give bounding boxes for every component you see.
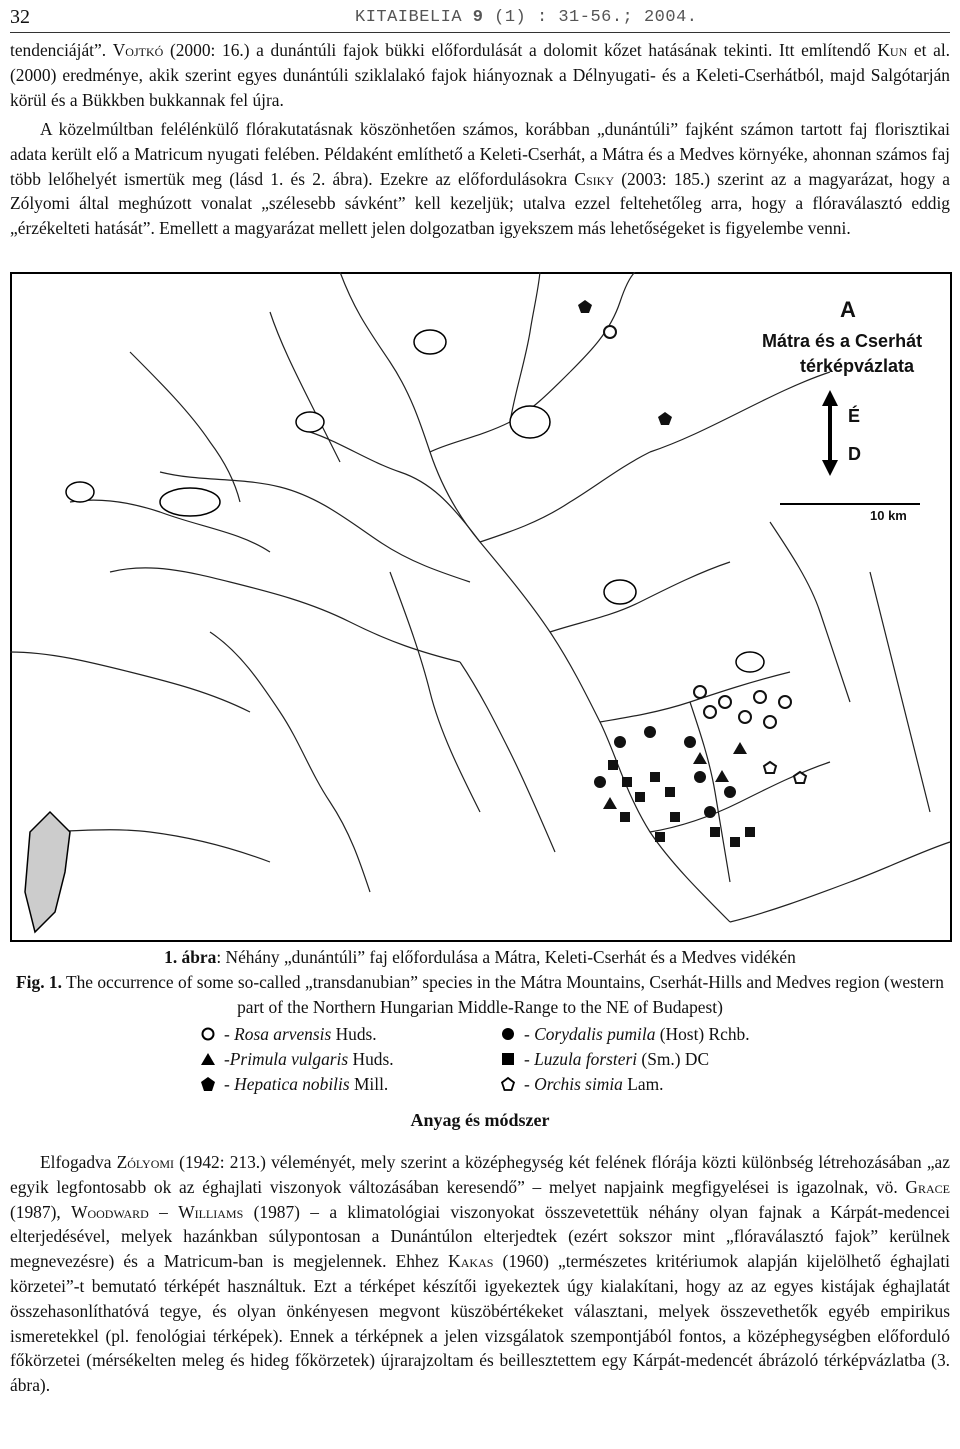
map-letter: A [840, 297, 856, 322]
marker-square [670, 812, 680, 822]
running-header [10, 6, 950, 32]
hepatica-markers [578, 300, 672, 425]
legend-sep: - [224, 1074, 235, 1094]
text-run: (2000: 16.) a dunántúli fajok bükki előfordulását a dolomit kőzet hatásának tekinti. Itt említendő [163, 40, 878, 60]
marker-square [635, 792, 645, 802]
legend-species: Rosa arvensis [234, 1024, 332, 1044]
legend-author: Huds. [331, 1024, 377, 1044]
marker-square [620, 812, 630, 822]
marker-triangle [733, 742, 747, 754]
marker-triangle [693, 752, 707, 764]
legend-author: Huds. [348, 1049, 394, 1069]
town-outline [414, 330, 446, 354]
marker-square [665, 787, 675, 797]
marker-filled-circle [594, 776, 606, 788]
figure-label-hu: 1. ábra [164, 947, 217, 967]
map-title-line1: Mátra és a Cserhát [762, 331, 923, 351]
town-outline [510, 406, 550, 438]
city-area [25, 812, 70, 932]
marker-square [650, 772, 660, 782]
map-svg [10, 272, 952, 942]
legend-author: (Host) Rchb. [655, 1024, 750, 1044]
marker-filled-circle [684, 736, 696, 748]
south-label: D [848, 444, 861, 464]
intro-paragraph-1 [10, 38, 950, 112]
marker-open-circle [719, 696, 731, 708]
text-run: (1960) „természetes kritériumok alapján kijelölhető éghajlati körzetei”-t bemutató térképét használtuk. Ezt a térképet készítői igyekeztek úgy kialakítani, hogy az az egyes kistájak éghajlatát összehasonlíthatóvá tegye, és olyan önkényesen megvont küszöbértékeket választani, melyek összevethetők egyéb empirikus ismeretekkel (pl. fenológiai térképek). Ennek a térképnek a jelen vizsgálatok szempontjából fontos, a középhegységben előforduló főkörzetei (mérsékelten meleg és hideg főkörzetek) újrarajzoltam és beillesztettem egy Kárpát-medencét ábrázoló térképvázlatba (3. ábra). [10, 1251, 950, 1396]
marker-filled-circle [724, 786, 736, 798]
legend-sep: - [524, 1049, 535, 1069]
author-name: Zólyomi [116, 1152, 175, 1172]
occurrence-markers [578, 300, 806, 847]
text-run: Elfogadva [40, 1152, 117, 1172]
legend-sep: - [524, 1024, 535, 1044]
journal-citation [355, 8, 697, 27]
marker-filled-pentagon [658, 412, 672, 425]
corydalis-markers [594, 726, 736, 818]
marker-open-pentagon [764, 762, 776, 773]
caption-term: transdanubian [312, 972, 411, 992]
distribution-map [10, 272, 952, 942]
open-circle-icon [200, 1026, 216, 1042]
legend-item-orchis [500, 1072, 663, 1097]
marker-square [655, 832, 665, 842]
filled-triangle-icon [200, 1051, 216, 1067]
text-run: A közelmúltban felélénkülő flórakutatásnak köszönhetően számos, korábban „dunántúli” fajként számon tartott faj florisztikai adata került elő a Matricum nyugati felében. Példaként említhető a Keleti-Cserhát, a Mátra és a Medves környéke, ahonnan számos faj több lelőhelyét ismertük meg (lásd 1. és 2. ábra). Ezekre az előfordulásokra [10, 119, 950, 189]
caption-text: The occurrence of some so-called „ [61, 972, 313, 992]
marker-square [710, 827, 720, 837]
text-run: – [148, 1201, 179, 1222]
legend-species: Orchis simia [534, 1074, 623, 1094]
caption-text: : Néhány „dunántúli” faj előfordulása a Mátra, Keleti-Cserhát és a Medves vidékén [216, 947, 796, 967]
marker-open-circle [779, 696, 791, 708]
legend-item-rosa [200, 1022, 377, 1047]
figure-label-en: Fig. 1. [16, 972, 62, 992]
author-name: Kun [877, 40, 908, 60]
marker-filled-circle [644, 726, 656, 738]
town-outline [160, 488, 220, 516]
legend-author: Lam. [622, 1074, 664, 1094]
journal-issue-pages: (1) : 31-56.; 2004. [494, 8, 698, 27]
marker-open-circle [694, 686, 706, 698]
journal-volume: 9 [472, 8, 484, 27]
page-number: 32 [10, 6, 30, 28]
town-outlines [66, 330, 764, 672]
legend-species: Hepatica nobilis [234, 1074, 350, 1094]
author-name: Vojtkó [112, 40, 164, 60]
legend-item-primula [200, 1047, 394, 1072]
marker-filled-circle [614, 736, 626, 748]
figure-caption-hu [10, 945, 950, 970]
marker-filled-circle [694, 771, 706, 783]
text-run: et al. (2000) eredménye, akik szerint egyes dunántúli sziklalakó fajok hiányoznak a Délnyugati- és a Keleti-Cserhátból, majd Salgótarján körül és a Bükkben bukkannak fel újra. [10, 40, 950, 110]
marker-open-circle [764, 716, 776, 728]
legend-author: Mill. [349, 1074, 389, 1094]
header-rule [10, 32, 950, 33]
north-label: É [848, 406, 861, 426]
compass-arrow-icon [822, 390, 838, 476]
marker-filled-circle [704, 806, 716, 818]
text-run: tendenciáját”. [10, 40, 113, 60]
marker-open-circle [704, 706, 716, 718]
caption-text: ” species in the Mátra Mountains, Cserhát-Hills and Medves region (western part of the Northern Hungarian Middle-Range to the NE of Budapest) [237, 972, 944, 1017]
luzula-markers [608, 760, 755, 847]
journal-name: KITAIBELIA [355, 8, 463, 27]
marker-triangle [715, 770, 729, 782]
marker-square [730, 837, 740, 847]
author-name: Woodward [71, 1201, 149, 1222]
legend-item-corydalis [500, 1022, 750, 1047]
marker-square [608, 760, 618, 770]
marker-open-circle [754, 691, 766, 703]
text-run: (1987) – a klimatológiai viszonyokat összevetettük néhány olyan fajnak a Kárpát-medencei elterjedésével, melyek hazánkban súlypontosan a Dunántúlon elterjedtek (ezért sokszor mint „flóraválasztó fajok” kerülnek megnevezésre) és a Matricum-ban is megjelennek. Ehhez [10, 1201, 951, 1272]
author-name: Csiky [574, 168, 614, 189]
map-title-line2: térképvázlata [800, 356, 915, 376]
text-run: (2003: 185.) szerint az a magyarázat, hogy a Zólyomi által meghúzott vonalat „szélesebb sávként” kell kezeljük; utalva ezzel feltehetőleg arra, hogy a flóraválasztó eddig „érzékelteti hatását”. Emellett a magyarázat mellett jelen dolgozatban igyekszem más lehetőségeket is figyelembe venni. [10, 168, 950, 239]
filled-pentagon-icon [200, 1076, 216, 1092]
intro-paragraph-2 [10, 117, 950, 241]
open-pentagon-icon [500, 1076, 516, 1092]
text-run: (1942: 213.) véleményét, mely szerint a középhegység két felének flórája közti különbség létrehozásában „az egyik legfontosabb ok az éghajlati viszonyok változásában keresendő” – melyet napjaink megfigyelései is igazolnak, vö. [10, 1152, 950, 1197]
legend-species: Luzula forsteri [534, 1049, 638, 1069]
author-name: Kakas [448, 1251, 494, 1272]
rosa-markers [604, 326, 791, 728]
legend-species: Primula vulgaris [229, 1049, 349, 1069]
text-run: (1987), [10, 1201, 72, 1222]
filled-square-icon [500, 1051, 516, 1067]
town-outline [66, 482, 94, 502]
marker-triangle [603, 797, 617, 809]
legend-sep: - [524, 1074, 535, 1094]
figure-caption-en [10, 970, 950, 1019]
marker-open-circle [604, 326, 616, 338]
town-outline [736, 652, 764, 672]
marker-open-pentagon [794, 772, 806, 783]
legend-item-hepatica [200, 1072, 388, 1097]
author-name: Grace [905, 1176, 950, 1197]
marker-square [622, 777, 632, 787]
marker-square [745, 827, 755, 837]
legend-sep: - [224, 1024, 235, 1044]
author-name: Williams [178, 1201, 244, 1222]
town-outline [604, 580, 636, 604]
scale-label: 10 km [870, 508, 907, 523]
section-heading: Anyag és módszer [410, 1110, 550, 1130]
legend-sep: - [224, 1049, 230, 1069]
marker-filled-pentagon [578, 300, 592, 313]
legend-item-luzula [500, 1047, 709, 1072]
legend-species: Corydalis pumila [534, 1024, 656, 1044]
primula-markers [603, 742, 747, 809]
section-paragraph [10, 1150, 950, 1398]
town-outline [296, 412, 324, 432]
filled-circle-icon [500, 1026, 516, 1042]
legend-author: (Sm.) DC [637, 1049, 710, 1069]
marker-open-circle [739, 711, 751, 723]
